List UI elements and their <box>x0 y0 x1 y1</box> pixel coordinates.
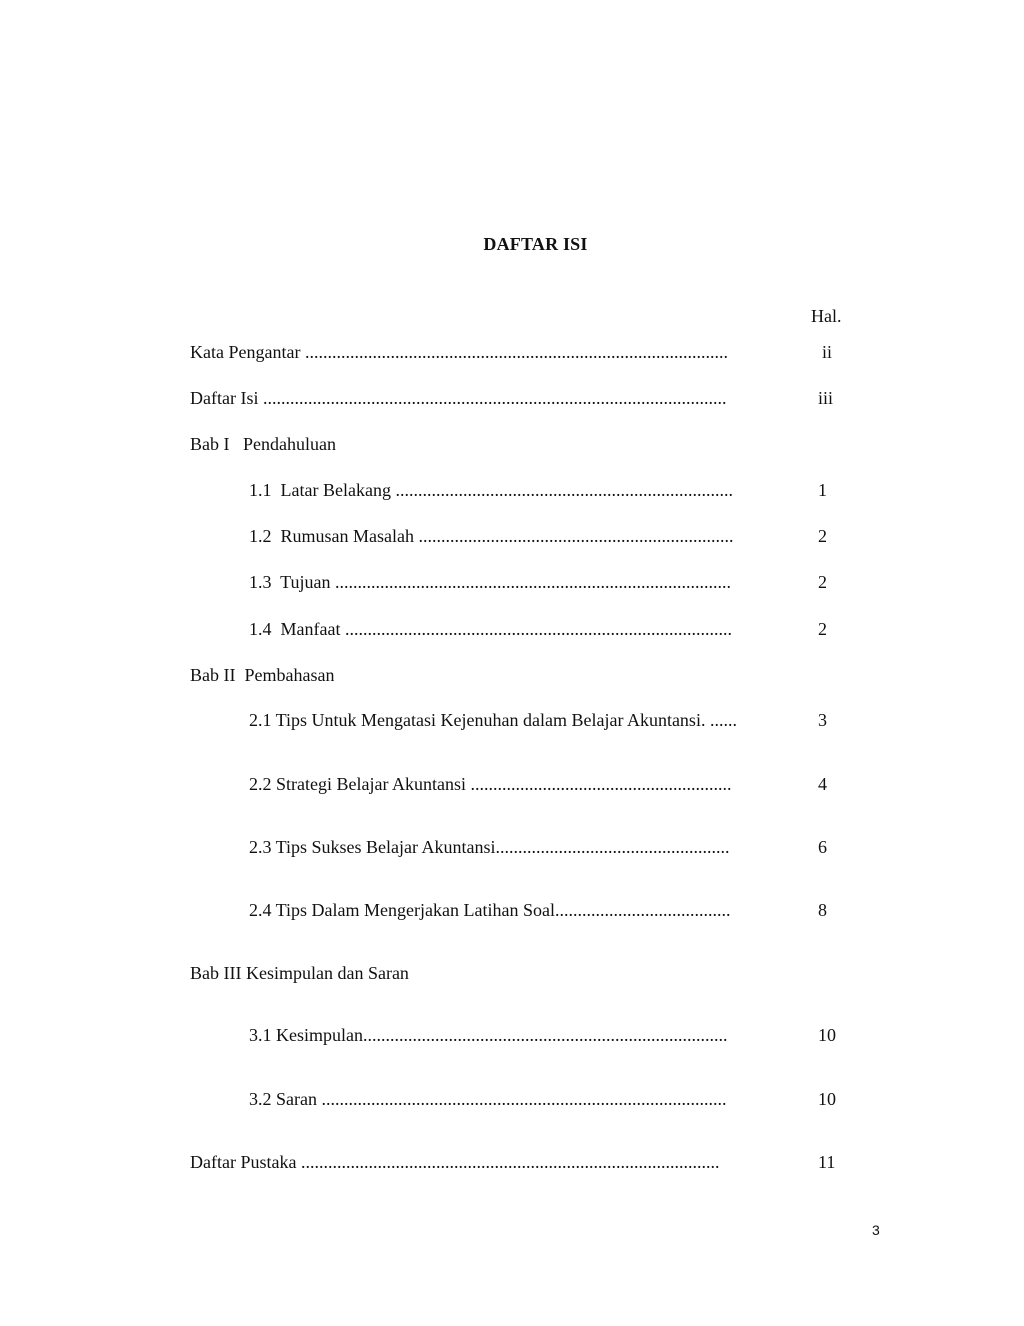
toc-entry-page: 2 <box>818 526 827 546</box>
toc-entry-label: Bab II Pembahasan <box>190 665 335 685</box>
toc-entry-label: 1.4 Manfaat ...................................................................................... <box>249 619 732 639</box>
toc-entry-label: Bab III Kesimpulan dan Saran <box>190 963 409 983</box>
toc-entry-page: ii <box>822 342 833 362</box>
toc-entry-label: 1.2 Rumusan Masalah ...................................................................... <box>249 526 734 546</box>
toc-entry-page: 1 <box>818 480 827 500</box>
toc-entry-page: 8 <box>818 900 827 920</box>
toc-entry-label: Daftar Isi ....................................................................................................... <box>190 388 727 408</box>
toc-entry-page: 10 <box>818 1089 836 1109</box>
toc-entry-page: 10 <box>818 1025 836 1045</box>
page-column-header: Hal. <box>811 306 842 326</box>
toc-entry-page: 3 <box>818 710 827 730</box>
toc-title: DAFTAR ISI <box>483 234 588 254</box>
toc-entry-page: 4 <box>818 774 827 794</box>
toc-entry-label: 3.1 Kesimpulan................................................................................. <box>249 1025 728 1045</box>
toc-entry-label: 3.2 Saran .......................................................................................... <box>249 1089 727 1109</box>
toc-entry-page: 11 <box>818 1152 836 1172</box>
toc-entry-page: 2 <box>818 619 827 639</box>
toc-entry-label: Daftar Pustaka ............................................................................................. <box>190 1152 720 1172</box>
toc-entry-page: iii <box>818 388 834 408</box>
toc-entry-label: 1.1 Latar Belakang ........................................................................... <box>249 480 733 500</box>
toc-entry-label: 2.3 Tips Sukses Belajar Akuntansi.................................................... <box>249 837 730 857</box>
toc-entry-label: 1.3 Tujuan ........................................................................................ <box>249 572 732 592</box>
toc-entry-label: 2.2 Strategi Belajar Akuntansi .......................................................... <box>249 774 732 794</box>
toc-entry-label: 2.4 Tips Dalam Mengerjakan Latihan Soal....................................... <box>249 900 731 920</box>
page-number: 3 <box>872 1222 880 1238</box>
toc-entry-page: 6 <box>818 837 827 857</box>
toc-entry-page: 2 <box>818 572 827 592</box>
toc-entry-label: Bab I Pendahuluan <box>190 434 336 454</box>
toc-entry-label: Kata Pengantar .............................................................................................. <box>190 342 728 362</box>
toc-entry-label: 2.1 Tips Untuk Mengatasi Kejenuhan dalam Belajar Akuntansi. ...... <box>249 710 737 730</box>
